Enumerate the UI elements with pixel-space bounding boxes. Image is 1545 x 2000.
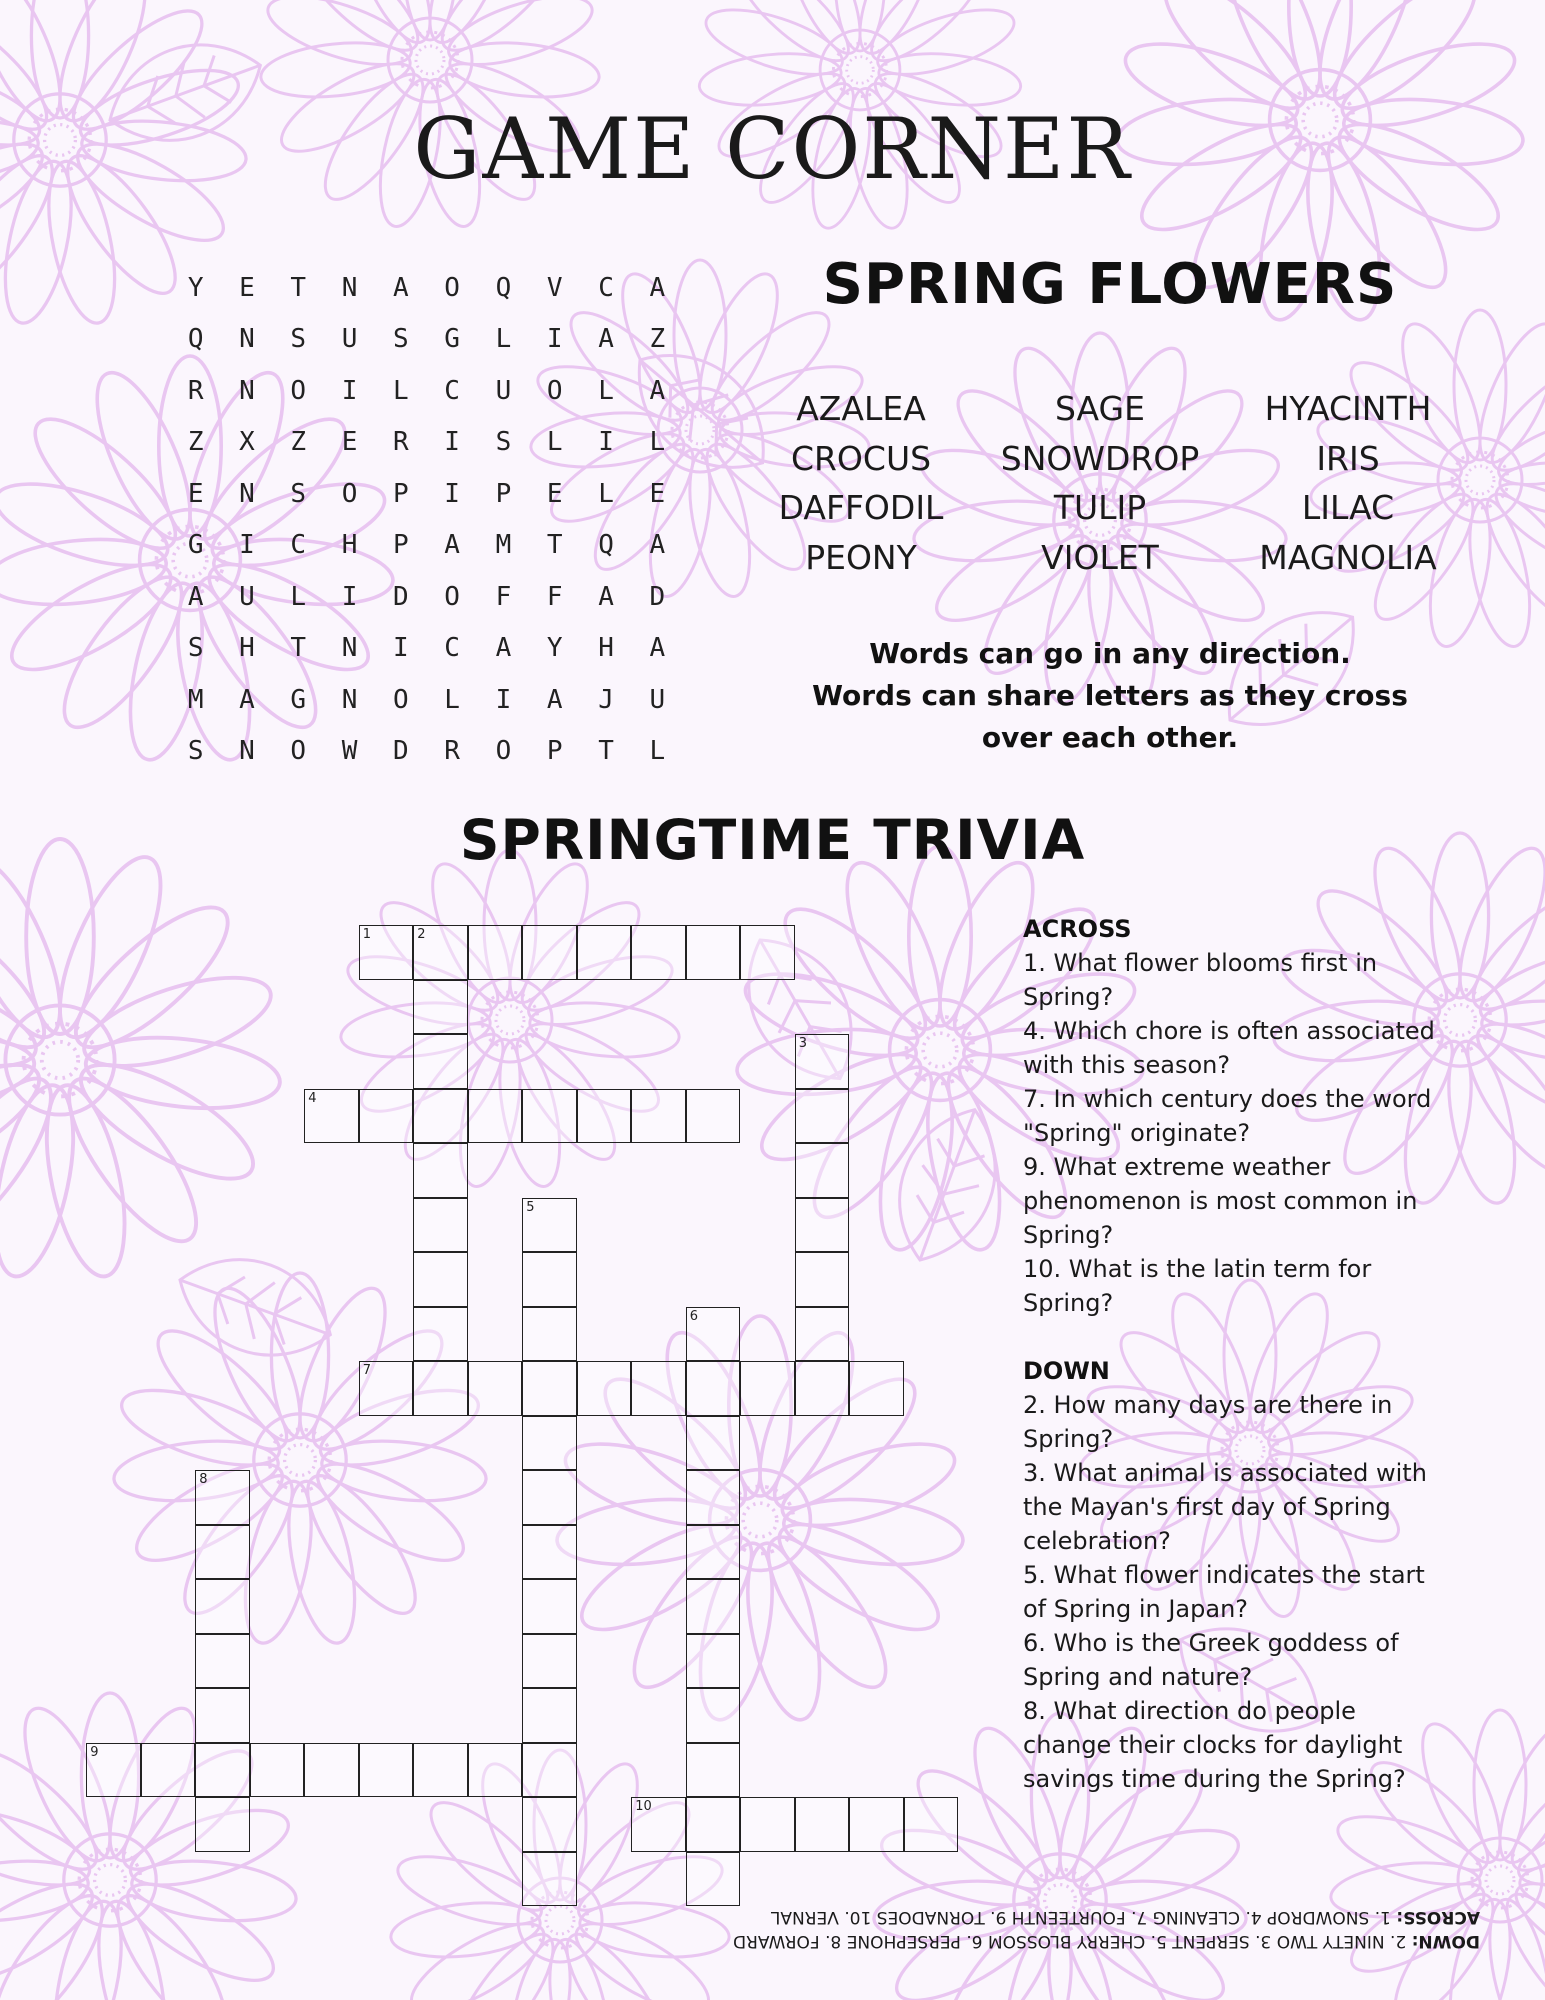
- crossword-cell[interactable]: [468, 1743, 523, 1798]
- word-search-letter: L: [393, 375, 409, 406]
- crossword-clue-number: 5: [526, 1199, 535, 1215]
- crossword-clue-number: 3: [798, 1036, 807, 1052]
- clue-line: the Mayan's first day of Spring: [1023, 1493, 1391, 1521]
- word-search-letter: I: [495, 684, 512, 715]
- clue-line: savings time during the Spring?: [1023, 1765, 1406, 1793]
- clue-line: 1. What flower blooms first in: [1023, 949, 1378, 977]
- word-search-letter: N: [341, 272, 358, 303]
- word-search-letter: Q: [187, 324, 204, 355]
- crossword-cell[interactable]: [577, 1089, 632, 1144]
- crossword-cell[interactable]: [195, 1688, 250, 1743]
- word-search-letter: A: [546, 684, 563, 715]
- crossword-cell[interactable]: [304, 1743, 359, 1798]
- word-search-letter: A: [444, 530, 460, 561]
- crossword-clue-number: 2: [417, 927, 426, 943]
- crossword-cell[interactable]: [686, 1525, 741, 1580]
- answer-key-down: [590, 1929, 1480, 1953]
- word-search-letter: Y: [546, 633, 563, 664]
- word-search-letter: O: [444, 581, 460, 612]
- crossword-clue-number: 7: [362, 1363, 371, 1379]
- crossword-cell[interactable]: [686, 1416, 741, 1471]
- answer-key-down-text: 2. NINETY TWO 3. SERPENT 5. CHERRY BLOSSOM 6. PERSEPHONE 8. FORWARD: [732, 1931, 1412, 1951]
- word-search-letter: S: [290, 478, 307, 509]
- word-search-letter: O: [546, 375, 563, 406]
- page-title: GAME CORNER: [413, 100, 1132, 198]
- word-search-letter: O: [290, 736, 307, 767]
- crossword-cell[interactable]: [740, 925, 795, 980]
- crossword-cell[interactable]: [795, 1252, 850, 1307]
- word-search-letter: G: [187, 530, 204, 561]
- word-search-letter: O: [444, 272, 460, 303]
- crossword-cell[interactable]: [795, 1143, 850, 1198]
- word-search-letter: C: [598, 272, 614, 303]
- crossword-clue-number: 4: [308, 1090, 317, 1106]
- crossword-cell[interactable]: [522, 1198, 577, 1253]
- crossword-cell[interactable]: [413, 1198, 468, 1253]
- word-list-item: AZALEA: [796, 389, 926, 428]
- word-search-letter: I: [598, 427, 614, 458]
- crossword-cell[interactable]: [522, 925, 577, 980]
- across-clues: [1023, 912, 1503, 1320]
- crossword-cell[interactable]: [86, 1743, 141, 1798]
- crossword-clues: [1023, 912, 1503, 1796]
- crossword-cell[interactable]: [413, 1361, 468, 1416]
- crossword-cell[interactable]: [359, 925, 414, 980]
- crossword-cell[interactable]: [522, 1797, 577, 1852]
- word-search-letter: Y: [187, 272, 204, 303]
- crossword-cell[interactable]: [522, 1743, 577, 1798]
- word-search-letter: P: [393, 478, 409, 509]
- crossword-cell[interactable]: [468, 1089, 523, 1144]
- clue-line: 9. What extreme weather: [1023, 1153, 1331, 1181]
- crossword-cell[interactable]: [631, 1089, 686, 1144]
- word-search-letter: L: [598, 478, 614, 509]
- word-search-letter: D: [649, 581, 666, 612]
- crossword-cell[interactable]: [795, 1198, 850, 1253]
- word-search-letter: O: [341, 478, 358, 509]
- crossword-clue-number: 9: [90, 1744, 99, 1760]
- crossword-cell[interactable]: [413, 1743, 468, 1798]
- crossword-cell[interactable]: [849, 1361, 904, 1416]
- word-search-letter: P: [495, 478, 512, 509]
- word-search-letter: P: [546, 736, 563, 767]
- word-search-letter: G: [444, 324, 460, 355]
- word-search-letter: C: [444, 375, 460, 406]
- across-heading: ACROSS: [1023, 915, 1132, 943]
- crossword-cell[interactable]: [577, 1361, 632, 1416]
- word-search-letter: S: [290, 324, 307, 355]
- crossword-cell[interactable]: [631, 925, 686, 980]
- word-search-letter: L: [495, 324, 512, 355]
- word-list-item: MAGNOLIA: [1259, 537, 1437, 577]
- crossword-clue-number: 1: [362, 927, 371, 943]
- word-search-letter: M: [187, 684, 204, 715]
- clue-line: 2. How many days are there in: [1023, 1391, 1393, 1419]
- crossword-cell[interactable]: [359, 1089, 414, 1144]
- crossword-cell[interactable]: [359, 1361, 414, 1416]
- word-search-letter: A: [495, 633, 512, 664]
- word-list-item: IRIS: [1316, 438, 1380, 478]
- crossword-cell[interactable]: [795, 1361, 850, 1416]
- crossword-cell[interactable]: [522, 1579, 577, 1634]
- word-search-letter: I: [393, 633, 409, 664]
- clue-line: celebration?: [1023, 1527, 1171, 1555]
- word-search-letter: R: [444, 736, 460, 767]
- crossword-cell[interactable]: [631, 1361, 686, 1416]
- clue-line: Spring?: [1023, 1221, 1114, 1249]
- word-search-letter: Z: [187, 427, 204, 458]
- word-list-item: DAFFODIL: [778, 488, 944, 527]
- clue-line: Spring and nature?: [1023, 1663, 1253, 1691]
- word-search-letter: T: [290, 633, 307, 664]
- word-list-item: CROCUS: [790, 438, 932, 478]
- word-search-letter: S: [495, 427, 512, 458]
- crossword-cell[interactable]: [304, 1089, 359, 1144]
- crossword-cell[interactable]: [141, 1743, 196, 1798]
- word-search-letter: N: [239, 736, 255, 767]
- crossword-cell[interactable]: [413, 980, 468, 1035]
- crossword-cell[interactable]: [849, 1797, 904, 1852]
- crossword-cell[interactable]: [413, 1252, 468, 1307]
- word-search-letter: R: [393, 427, 409, 458]
- word-search-letter: Z: [290, 427, 307, 458]
- crossword-cell[interactable]: [413, 1307, 468, 1362]
- instruction-line: over each other.: [981, 721, 1239, 754]
- word-search-letter: O: [290, 375, 307, 406]
- crossword-cell[interactable]: [522, 1307, 577, 1362]
- crossword-cell[interactable]: [904, 1797, 959, 1852]
- word-search-letter: A: [239, 684, 255, 715]
- word-search-letter: N: [239, 324, 255, 355]
- word-search-letter: D: [393, 736, 409, 767]
- word-search-letter: A: [187, 581, 204, 612]
- word-search-letter: I: [239, 530, 255, 561]
- word-search-letter: S: [187, 633, 204, 664]
- clue-line: 10. What is the latin term for: [1023, 1255, 1372, 1283]
- word-search-letter: I: [341, 581, 358, 612]
- word-list-item: SNOWDROP: [1000, 438, 1200, 478]
- crossword-cell[interactable]: [413, 1143, 468, 1198]
- word-search-letter: T: [290, 272, 307, 303]
- crossword-cell[interactable]: [522, 1634, 577, 1689]
- word-list-item: VIOLET: [1041, 537, 1159, 577]
- clue-line: with this season?: [1023, 1051, 1231, 1079]
- word-search-letter: U: [495, 375, 512, 406]
- word-search-letter: N: [341, 684, 358, 715]
- word-search-letter: N: [239, 478, 255, 509]
- word-search-letter: A: [649, 375, 666, 406]
- word-search-letter: L: [649, 427, 666, 458]
- crossword-cell[interactable]: [413, 1089, 468, 1144]
- springtime-trivia-title: SPRINGTIME TRIVIA: [459, 808, 1086, 872]
- word-search-letter: H: [341, 530, 358, 561]
- word-search-letter: Q: [598, 530, 614, 561]
- word-search-letter: L: [598, 375, 614, 406]
- word-list-item: PEONY: [805, 537, 917, 577]
- crossword-cell[interactable]: [413, 925, 468, 980]
- crossword-cell[interactable]: [686, 925, 741, 980]
- clue-line: "Spring" originate?: [1023, 1119, 1251, 1147]
- word-search-letter: A: [649, 272, 666, 303]
- word-search-letter: F: [495, 581, 512, 612]
- answer-key-upside-down: [590, 1905, 1480, 1953]
- instruction-line: Words can go in any direction.: [869, 637, 1351, 670]
- word-search-letter: N: [239, 375, 255, 406]
- crossword-cell[interactable]: [686, 1688, 741, 1743]
- word-search-letter: A: [649, 530, 666, 561]
- word-search-letter: A: [598, 581, 614, 612]
- word-search-letter: H: [598, 633, 614, 664]
- word-search-letter: X: [239, 427, 255, 458]
- crossword-cell[interactable]: [686, 1361, 741, 1416]
- clue-line: change their clocks for daylight: [1023, 1731, 1403, 1759]
- crossword-cell[interactable]: [522, 1361, 577, 1416]
- down-heading: DOWN: [1023, 1357, 1110, 1385]
- word-list-item: HYACINTH: [1264, 389, 1432, 428]
- word-search-letter: C: [444, 633, 460, 664]
- crossword-cell[interactable]: [577, 925, 632, 980]
- word-search-letter: A: [598, 324, 614, 355]
- crossword-cell[interactable]: [195, 1525, 250, 1580]
- word-list-item: LILAC: [1301, 488, 1395, 527]
- crossword-cell[interactable]: [740, 1361, 795, 1416]
- crossword-cell[interactable]: [522, 1688, 577, 1743]
- word-search-letter: I: [444, 427, 460, 458]
- clue-line: 3. What animal is associated with: [1023, 1459, 1427, 1487]
- word-search-letter: S: [187, 736, 204, 767]
- crossword-cell[interactable]: [522, 1470, 577, 1525]
- word-search-letter: T: [598, 736, 614, 767]
- word-search-letter: E: [546, 478, 563, 509]
- crossword-cell[interactable]: [795, 1797, 850, 1852]
- crossword-cell[interactable]: [522, 1525, 577, 1580]
- word-search-letter: V: [546, 272, 563, 303]
- crossword-cell[interactable]: [686, 1579, 741, 1634]
- word-search-letter: M: [495, 530, 512, 561]
- word-list-item: SAGE: [1055, 389, 1145, 428]
- crossword-cell[interactable]: [413, 1034, 468, 1089]
- spring-flowers-title: SPRING FLOWERS: [822, 252, 1398, 317]
- answer-key-across-text: 1. SNOWDROP 4. CLEANING 7. FOURTEENTH 9. TORNADOES 10. VERNAL: [770, 1907, 1397, 1927]
- word-search-letter: I: [341, 375, 358, 406]
- crossword-cell[interactable]: [686, 1089, 741, 1144]
- word-search-letter: U: [649, 684, 666, 715]
- word-search-letter: L: [546, 427, 563, 458]
- word-list-item: TULIP: [1053, 488, 1147, 527]
- word-search-letter: O: [495, 736, 512, 767]
- word-search-letter: A: [649, 633, 666, 664]
- clue-line: 5. What flower indicates the start: [1023, 1561, 1425, 1589]
- crossword-cell[interactable]: [686, 1797, 741, 1852]
- crossword-cell[interactable]: [250, 1743, 305, 1798]
- crossword-cell[interactable]: [522, 1852, 577, 1907]
- word-search-letter: I: [546, 324, 563, 355]
- word-search-letter: U: [239, 581, 255, 612]
- clue-line: Spring?: [1023, 1425, 1114, 1453]
- word-search-letter: I: [444, 478, 460, 509]
- clue-line: 4. Which chore is often associated: [1023, 1017, 1435, 1045]
- word-search-letter: E: [239, 272, 255, 303]
- crossword-cell[interactable]: [795, 1034, 850, 1089]
- crossword-cell[interactable]: [195, 1634, 250, 1689]
- word-search-letter: A: [393, 272, 409, 303]
- word-search-letter: G: [290, 684, 307, 715]
- crossword-cell[interactable]: [522, 1416, 577, 1471]
- crossword-cell[interactable]: [522, 1089, 577, 1144]
- crossword-cell[interactable]: [631, 1797, 686, 1852]
- word-search-letter: J: [598, 684, 614, 715]
- crossword-cell[interactable]: [522, 1252, 577, 1307]
- clue-line: Spring?: [1023, 983, 1114, 1011]
- crossword-cell[interactable]: [195, 1797, 250, 1852]
- crossword-cell[interactable]: [795, 1307, 850, 1362]
- answer-key-across-label: ACROSS:: [1396, 1907, 1480, 1927]
- crossword-clue-number: 10: [635, 1799, 652, 1815]
- clue-line: 7. In which century does the word: [1023, 1085, 1432, 1113]
- clue-line: phenomenon is most common in: [1023, 1187, 1418, 1215]
- word-search-letter: L: [290, 581, 307, 612]
- crossword-cell[interactable]: [795, 1089, 850, 1144]
- crossword-cell[interactable]: [686, 1470, 741, 1525]
- clue-line: 8. What direction do people: [1023, 1697, 1356, 1725]
- word-search-letter: O: [393, 684, 409, 715]
- crossword-cell[interactable]: [359, 1743, 414, 1798]
- crossword-cell[interactable]: [686, 1307, 741, 1362]
- crossword-clue-number: 8: [199, 1472, 208, 1488]
- word-search-letter: H: [239, 633, 255, 664]
- word-search-letter: U: [341, 324, 358, 355]
- clue-line: 6. Who is the Greek goddess of: [1023, 1629, 1399, 1657]
- crossword-cell[interactable]: [468, 925, 523, 980]
- crossword-cell[interactable]: [686, 1852, 741, 1907]
- word-search-letter: P: [393, 530, 409, 561]
- down-clues: [1023, 1354, 1503, 1796]
- word-search-letter: E: [649, 478, 666, 509]
- word-search-letter: W: [341, 736, 358, 767]
- crossword-cell[interactable]: [195, 1579, 250, 1634]
- word-search-letter: C: [290, 530, 307, 561]
- clue-line: of Spring in Japan?: [1023, 1595, 1249, 1623]
- clue-line: Spring?: [1023, 1289, 1114, 1317]
- crossword-cell[interactable]: [740, 1797, 795, 1852]
- crossword-cell[interactable]: [686, 1743, 741, 1798]
- word-search-letter: D: [393, 581, 409, 612]
- word-search-letter: N: [341, 633, 358, 664]
- word-search-letter: L: [444, 684, 460, 715]
- crossword-clue-number: 6: [689, 1308, 698, 1324]
- word-search-letter: E: [341, 427, 358, 458]
- crossword-cell[interactable]: [686, 1634, 741, 1689]
- word-search-letter: E: [187, 478, 204, 509]
- word-search-letter: T: [546, 530, 563, 561]
- word-search-letter: S: [393, 324, 409, 355]
- word-search-letter: R: [187, 375, 204, 406]
- word-search-letter: L: [649, 736, 666, 767]
- word-search-letter: Z: [649, 324, 666, 355]
- answer-key-down-label: DOWN:: [1411, 1931, 1480, 1951]
- crossword-cell[interactable]: [468, 1361, 523, 1416]
- crossword-cell[interactable]: [195, 1743, 250, 1798]
- crossword-cell[interactable]: [195, 1470, 250, 1525]
- word-search-letter: Q: [495, 272, 512, 303]
- answer-key-across: [590, 1905, 1480, 1929]
- word-search-letter: F: [546, 581, 563, 612]
- instruction-line: Words can share letters as they cross: [812, 679, 1408, 712]
